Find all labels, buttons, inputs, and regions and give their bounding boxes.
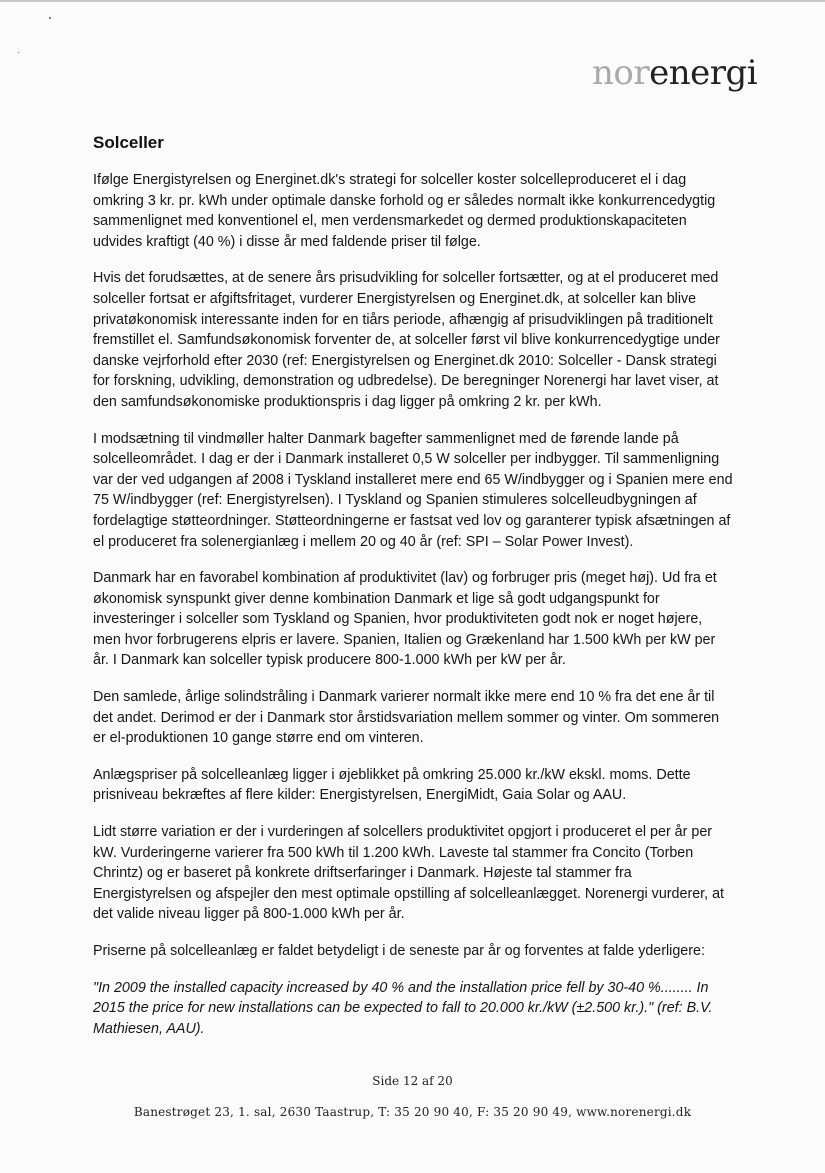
paragraph: I modsætning til vindmøller halter Danmark bagefter sammenlignet med de førende lande på solcelleområdet. I dag er der i Danmark installeret 0,5 W solceller per indbygger. Til sammenligning var der ved udgangen af 2008 i Tyskland installeret mere end 65 W/indbygger og i Spanien mere end 75 W/indbygger (ref: Energistyrelsen). I Tyskland og Spanien stimuleres solcelleudbygningen af fordelagtige støtteordninger. Støtteordningerne er fastsat ved lov og garanterer typisk afsætningen af el produceret fra solenergianlæg i mellem 20 og 40 år (ref: SPI – Solar Power Invest). — [93, 430, 733, 550]
paragraph: Danmark har en favorabel kombination af produktivitet (lav) og forbruger pris (meget høj). Ud fra et økonomisk synspunkt giver denne kombination Danmark et lige så godt udgangspunkt for investeringer i solceller som Tyskland og Spanien, hvor produktiviteten godt nok er noget højere, men hvor forbrugerens elpris er lavere. Spanien, Italien og Grækenland har 1.500 kWh per kW per år. I Danmark kan solceller typisk producere 800-1.000 kWh per kW per år. — [93, 570, 717, 669]
body-text — [93, 170, 733, 1039]
page-title: Solceller — [93, 133, 164, 152]
quote: "In 2009 the installed capacity increased by 40 % and the installation price fell by 30-40 %........ In 2015 the price for new installations can be expected to fall to 20.000 kr./kW (±2.500 kr.)." (ref: B.V. Mathiesen, AAU). — [93, 979, 713, 1037]
scan-edge-line — [0, 0, 825, 2]
paragraph: Priserne på solcelleanlæg er faldet betydeligt i de seneste par år og forventes at falde yderligere: — [93, 943, 705, 959]
paragraph: Anlægspriser på solcelleanlæg ligger i øjeblikket på omkring 25.000 kr./kW ekskl. moms. Dette prisniveau bekræftes af flere kilder: Energistyrelsen, EnergiMidt, Gaia Solar og AAU. — [93, 766, 691, 804]
logo-energi: energi — [649, 53, 758, 93]
paragraph: Lidt større variation er der i vurderingen af solcellers produktivitet opgjort i produceret el per år per kW. Vurderingerne varierer fra 500 kWh til 1.200 kWh. Laveste tal stammer fra Concito (Torben Chrintz) og er baseret på konkrete driftserfaringer i Danmark. Højeste tal stammer fra Energistyrelsen og afspejler den mest optimale opstilling af solcelleanlægget. Norenergi vurderer, at det valide niveau ligger på 800-1.000 kWh per år. — [93, 824, 724, 923]
paragraph: Den samlede, årlige solindstråling i Danmark varierer normalt ikke mere end 10 % fra det ene år til det andet. Derimod er der i Danmark stor årstidsvariation mellem sommer og vinter. Om sommeren er el-produktionen 10 gange større end om vinteren. — [93, 689, 720, 747]
scan-speck — [49, 17, 51, 19]
footer-contact: Banestrøget 23, 1. sal, 2630 Taastrup, T: 35 20 90 40, F: 35 20 90 49, www.norenergi.dk — [133, 1105, 692, 1119]
paragraph: Ifølge Energistyrelsen og Energinet.dk's strategi for solceller koster solcelleproduceret el i dag omkring 3 kr. pr. kWh under optimale danske forhold og er således normalt ikke konkurrencedygtig sammenlignet med konventionel el, men verdensmarkedet og dermed produktionskapaciteten udvides kraftigt (40 %) i disse år med faldende priser til følge. — [93, 172, 716, 250]
paragraph: Hvis det forudsættes, at de senere års prisudvikling for solceller fortsætter, og at el produceret med solceller fortsat er afgiftsfritaget, vurderer Energistyrelsen og Energinet.dk, at solceller kan blive privatøkonomisk interessante inden for en tiårs periode, afhængig af prisudviklingen på traditionelt fremstillet el. Samfundsøkonomisk forventer de, at solceller først vil blive konkurrencedygtige under danske vejrforhold efter 2030 (ref: Energistyrelsen og Energinet.dk 2010: Solceller - Dansk strategi for forskning, udvikling, demonstration og udbredelse). De beregninger Norenergi har lavet viser, at den samfundsøkonomiske produktionspris i dag ligger på omkring 2 kr. per kWh. — [93, 270, 720, 410]
page-number: Side 12 af 20 — [372, 1074, 453, 1088]
norenergi-logo — [592, 53, 757, 93]
logo-nor: nor — [592, 53, 650, 93]
scan-speck — [18, 52, 19, 53]
